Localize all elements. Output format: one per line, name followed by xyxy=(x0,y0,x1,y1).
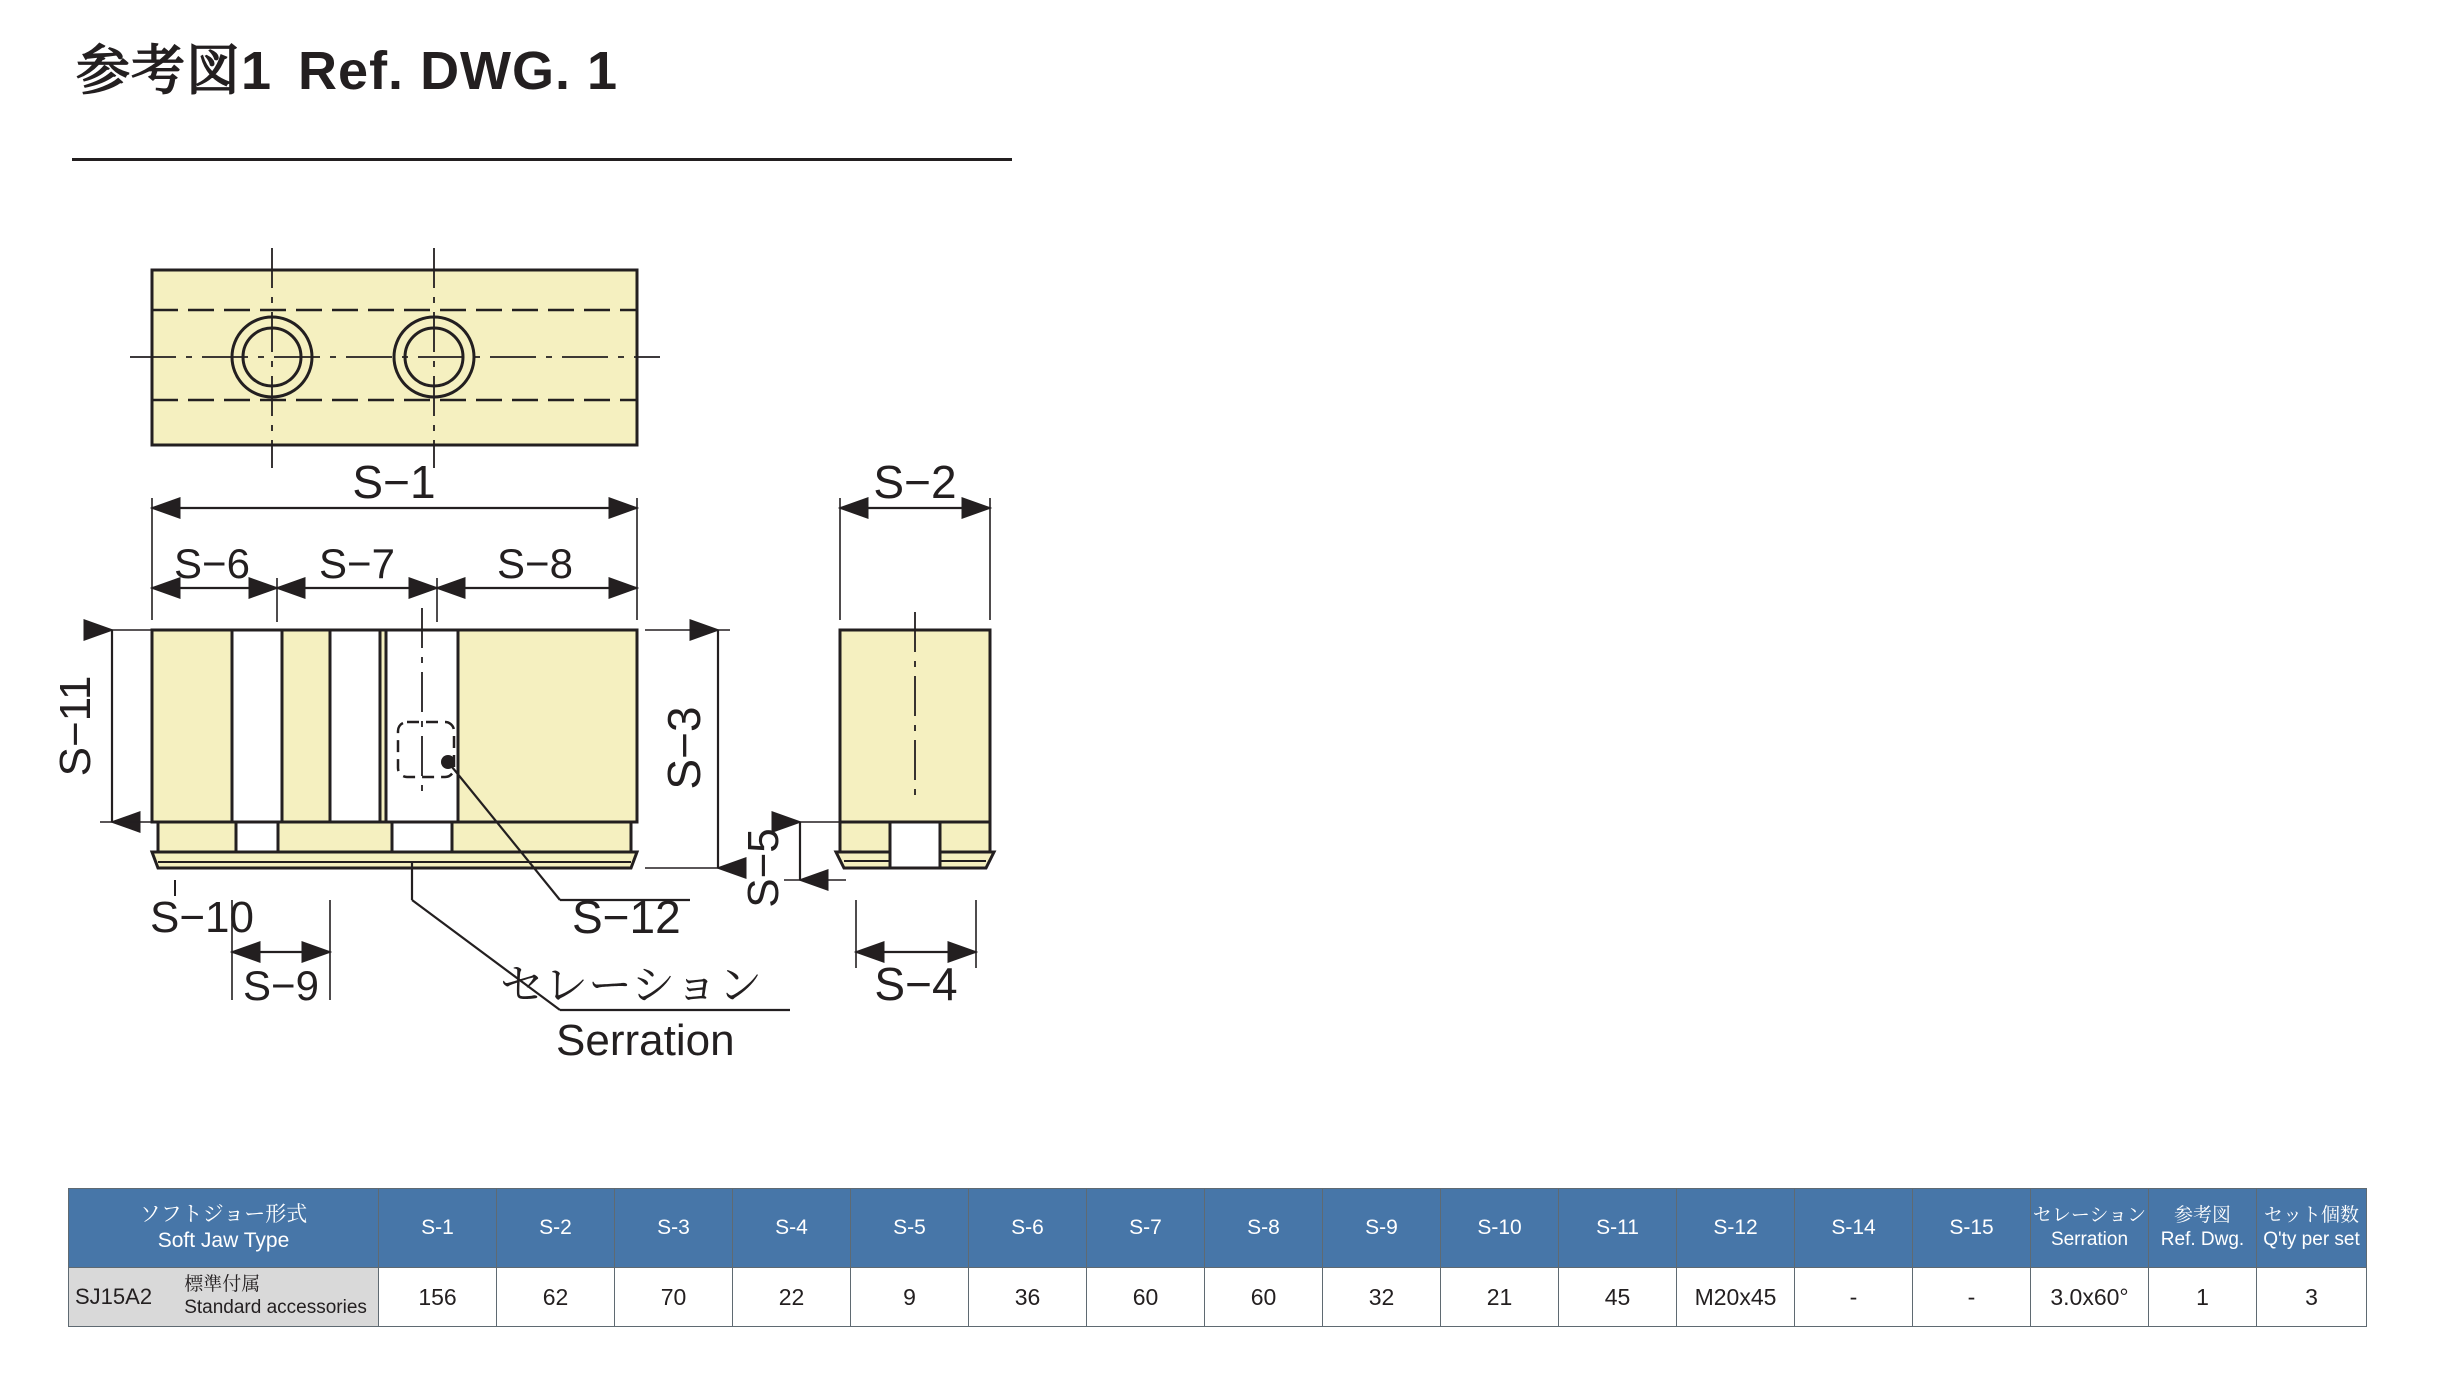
spec-table-container xyxy=(68,1188,2368,1327)
cell-s7: 60 xyxy=(1087,1268,1205,1327)
dim-label-s11: S−11 xyxy=(51,675,100,777)
col-header-type xyxy=(69,1189,379,1268)
cell-type xyxy=(69,1268,379,1327)
col-header-qty: セット個数 Q'ty per set xyxy=(2257,1189,2367,1268)
col-header-ref-dwg: 参考図 Ref. Dwg. xyxy=(2149,1189,2257,1268)
dim-label-s12: S−12 xyxy=(572,891,681,943)
cell-s2: 62 xyxy=(497,1268,615,1327)
cell-s12: M20x45 xyxy=(1677,1268,1795,1327)
col-header-s14: S-14 xyxy=(1795,1189,1913,1268)
dim-label-s7: S−7 xyxy=(319,540,395,587)
cell-s4: 22 xyxy=(733,1268,851,1327)
cell-s11: 45 xyxy=(1559,1268,1677,1327)
cell-s15: - xyxy=(1913,1268,2031,1327)
spec-table xyxy=(68,1188,2367,1327)
cell-s1: 156 xyxy=(379,1268,497,1327)
top-view xyxy=(130,248,660,468)
col-header-s6: S-6 xyxy=(969,1189,1087,1268)
col-header-s2: S-2 xyxy=(497,1189,615,1268)
col-header-type-jp: ソフトジョー形式 xyxy=(139,1202,308,1226)
cell-s9: 32 xyxy=(1323,1268,1441,1327)
col-header-serration: セレーション Serration xyxy=(2031,1189,2149,1268)
col-header-s15: S-15 xyxy=(1913,1189,2031,1268)
cell-qty: 3 xyxy=(2257,1268,2367,1327)
col-header-s8: S-8 xyxy=(1205,1189,1323,1268)
col-header-type-en: Soft Jaw Type xyxy=(157,1229,290,1252)
col-header-s7: S-7 xyxy=(1087,1189,1205,1268)
col-header-s3: S-3 xyxy=(615,1189,733,1268)
dim-label-s9: S−9 xyxy=(243,962,319,1009)
col-header-s10: S-10 xyxy=(1441,1189,1559,1268)
col-header-s5: S-5 xyxy=(851,1189,969,1268)
cell-s3: 70 xyxy=(615,1268,733,1327)
dim-label-s8: S−8 xyxy=(497,540,573,587)
cell-serration: 3.0x60° xyxy=(2031,1268,2149,1327)
cell-s10: 21 xyxy=(1441,1268,1559,1327)
dim-label-s5: S−5 xyxy=(739,828,788,908)
cell-accessory: 標準付属 Standard accessories xyxy=(184,1274,367,1318)
table-row xyxy=(69,1268,2367,1327)
cell-model: SJ15A2 xyxy=(75,1284,153,1309)
page-title-en: Ref. DWG. 1 xyxy=(298,41,619,101)
serration-label-en: Serration xyxy=(556,1016,735,1065)
dim-label-s3: S−3 xyxy=(658,706,710,790)
dim-label-s1: S−1 xyxy=(352,456,436,508)
dim-label-s2: S−2 xyxy=(873,456,957,508)
table-header-row xyxy=(69,1189,2367,1268)
dim-label-s4: S−4 xyxy=(874,958,958,1010)
cell-s8: 60 xyxy=(1205,1268,1323,1327)
cell-s6: 36 xyxy=(969,1268,1087,1327)
cell-ref-dwg: 1 xyxy=(2149,1268,2257,1327)
col-header-s4: S-4 xyxy=(733,1189,851,1268)
col-header-s11: S-11 xyxy=(1559,1189,1677,1268)
cell-s5: 9 xyxy=(851,1268,969,1327)
col-header-s1: S-1 xyxy=(379,1189,497,1268)
col-header-s12: S-12 xyxy=(1677,1189,1795,1268)
serration-label-jp: セレーション xyxy=(500,961,763,1010)
dim-label-s6: S−6 xyxy=(174,540,250,587)
cell-s14: - xyxy=(1795,1268,1913,1327)
col-header-s9: S-9 xyxy=(1323,1189,1441,1268)
dim-label-s10: S−10 xyxy=(150,893,254,942)
side-view xyxy=(739,456,994,1010)
page-title-jp: 参考図1 xyxy=(76,41,273,101)
front-view xyxy=(51,456,790,1065)
